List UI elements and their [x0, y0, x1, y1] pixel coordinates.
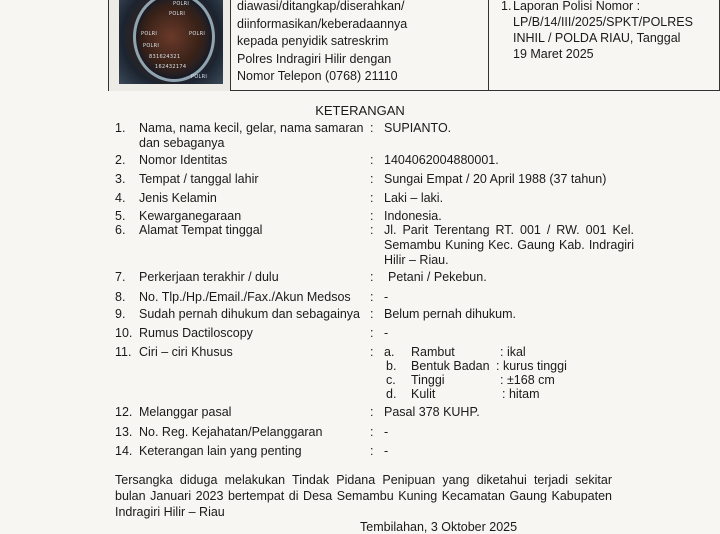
row-number: 7.: [115, 270, 126, 284]
row-label: Rumus Dactiloscopy: [139, 326, 253, 340]
row-number: 5.: [115, 209, 126, 223]
instruction-line: Polres Indragiri Hilir dengan: [237, 51, 392, 66]
ciri-value: : hitam: [502, 387, 540, 401]
row-label: Alamat Tempat tinggal: [139, 223, 263, 237]
instruction-line: kepada penyidik satreskrim: [237, 34, 389, 48]
reference-line: LP/B/14/III/2025/SPKT/POLRES: [513, 15, 693, 29]
reference-line: Laporan Polisi Nomor :: [513, 0, 641, 13]
row-value: Laki – laki.: [384, 191, 444, 205]
signature-place-date: Tembilahan, 3 Oktober 2025: [360, 520, 518, 534]
row-value: Belum pernah dihukum.: [384, 307, 517, 321]
reference-line: 19 Maret 2025: [513, 47, 594, 61]
row-value: -: [384, 326, 389, 340]
ciri-letter: b.: [386, 359, 397, 373]
row-label: No. Reg. Kejahatan/Pelanggaran: [139, 425, 323, 439]
row-colon: :: [370, 444, 374, 458]
ciri-item: [384, 373, 604, 387]
row-number: 1.: [115, 121, 126, 135]
row-colon: :: [370, 345, 374, 359]
row-colon: :: [370, 223, 374, 237]
row-number: 3.: [115, 172, 126, 186]
row-label: Sudah pernah dihukum dan sebagainya: [139, 307, 361, 321]
photo-watermark: POLRI: [173, 1, 190, 7]
summary-paragraph: [115, 472, 612, 520]
ciri-value: : kurus tinggi: [496, 359, 567, 373]
row-value: Pasal 378 KUHP.: [384, 405, 480, 419]
row-colon: :: [370, 326, 374, 340]
row-number: 9.: [115, 307, 126, 321]
ciri-item: [384, 345, 604, 359]
instruction-line: Nomor Telepon (0768) 21110: [237, 69, 398, 83]
row-colon: :: [370, 153, 374, 167]
photo-watermark: POLRI: [191, 74, 208, 80]
row-number: 8.: [115, 290, 126, 304]
ciri-key: Rambut: [411, 345, 455, 359]
summary-line: Tersangka diduga melakukan Tindak Pidana Penipuan yang diketahui terjadi sekitar: [115, 473, 612, 487]
suspect-photo: [119, 0, 223, 84]
photo-watermark: POLRI: [141, 31, 158, 37]
row-colon: :: [370, 172, 374, 186]
section-heading-text: KETERANGAN: [315, 103, 405, 118]
reference-number: 1.: [501, 0, 512, 13]
row-value: -: [384, 425, 389, 439]
photo-watermark: 162432174: [155, 64, 187, 70]
row-number: 2.: [115, 153, 126, 167]
summary-line: Indragiri Hilir – Riau: [115, 505, 225, 519]
row-value: Indonesia.: [384, 209, 442, 223]
ciri-letter: d.: [386, 387, 397, 401]
row-value: -: [384, 290, 389, 304]
summary-line: bulan Januari 2023 bertempat di Desa Semambu Kuning Kecamatan Gaung Kabupaten: [115, 489, 612, 503]
row-label: Perkerjaan terakhir / dulu: [139, 270, 279, 284]
row-label: Jenis Kelamin: [139, 191, 217, 205]
reference-column: [489, 0, 720, 91]
row-number: 11.: [115, 345, 132, 359]
row-label: Keterangan lain yang penting: [139, 444, 302, 458]
row-value: -: [384, 444, 389, 458]
ciri-value: : ikal: [500, 345, 526, 359]
row-label: Ciri – ciri Khusus: [139, 345, 233, 359]
row-value: Sungai Empat / 20 April 1988 (37 tahun): [384, 172, 607, 186]
section-heading: [0, 103, 720, 118]
ciri-key: Kulit: [411, 387, 436, 401]
row-colon: :: [370, 405, 374, 419]
row-label: Kewarganegaraan: [139, 209, 242, 223]
row-colon: :: [370, 270, 374, 284]
row-value: Jl. Parit Terentang RT. 001 / RW. 001 Kel. Semambu Kuning Kec. Gaung Kab. Indragiri Hilir – Riau.: [384, 223, 634, 267]
ciri-letter: a.: [384, 345, 395, 359]
instruction-text: [231, 0, 489, 91]
header-table: [108, 0, 720, 91]
row-colon: :: [370, 209, 374, 223]
photo-watermark: 831624321: [149, 54, 181, 60]
row-number: 6.: [115, 223, 126, 237]
ciri-key: Bentuk Badan: [411, 359, 490, 373]
ciri-item: [384, 359, 604, 373]
photo-watermark: POLRI: [169, 11, 186, 17]
row-label: Tempat / tanggal lahir: [139, 172, 259, 186]
row-label: Nomor Identitas: [139, 153, 228, 167]
photo-watermark: POLRI: [143, 43, 160, 49]
ciri-key: Tinggi: [411, 373, 445, 387]
instruction-line: diawasi/ditangkap/diserahkan/: [237, 0, 405, 13]
row-label: Nama, nama kecil, gelar, nama samaran dan sebaganya: [139, 121, 364, 150]
row-label: No. Tlp./Hp./Email./Fax./Akun Medsos: [139, 290, 351, 304]
row-label: Melanggar pasal: [139, 405, 232, 419]
row-value: SUPIANTO.: [384, 121, 452, 135]
row-number: 14.: [115, 444, 133, 458]
ciri-value: : ±168 cm: [500, 373, 555, 387]
row-number: 12.: [115, 405, 133, 419]
row-colon: :: [370, 425, 374, 439]
row-colon: :: [370, 191, 374, 205]
row-colon: :: [370, 307, 374, 321]
row-value: 1404062004880001.: [384, 153, 499, 167]
row-value: Petani / Pekebun.: [388, 270, 487, 284]
photo-watermark: POLRI: [189, 31, 206, 37]
row-number: 4.: [115, 191, 126, 205]
ciri-item: [384, 387, 604, 401]
row-number: 13.: [115, 425, 133, 439]
photo-column: [109, 0, 231, 91]
instruction-line: diinformasikan/keberadaannya: [237, 16, 408, 31]
ciri-letter: c.: [386, 373, 396, 387]
row-number: 10.: [115, 326, 133, 340]
reference-line: INHIL / POLDA RIAU, Tanggal: [513, 31, 681, 45]
row-colon: :: [370, 290, 374, 304]
row-colon: :: [370, 121, 374, 135]
